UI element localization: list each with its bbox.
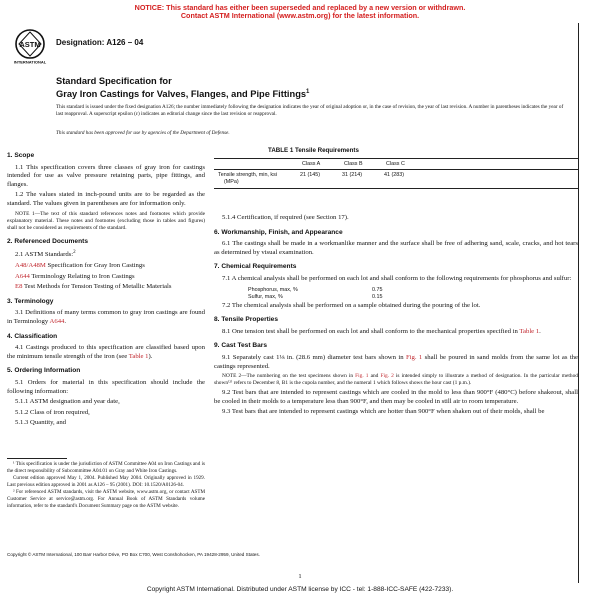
link-a644[interactable]: A644 — [49, 317, 65, 325]
para-1-2: 1.2 The values stated in inch-pound units are to be regarded as the standard. The values given in parentheses are for information only. — [7, 191, 205, 207]
para-5-1-4: 5.1.4 Certification, if required (see Section 17). — [222, 214, 349, 221]
logo-caption: INTERNATIONAL — [13, 59, 47, 65]
link-table-1[interactable]: Table 1 — [128, 352, 149, 360]
table-cell-class-c: 41 (283) — [384, 172, 405, 178]
para-5-1: 5.1 Orders for material in this specification should include the following information: — [7, 378, 205, 395]
table-row-label: Tensile strength, min, ksi — [218, 172, 278, 178]
table-1 — [214, 158, 578, 189]
phosphorus-label: Phosphorus, max, % — [248, 286, 298, 293]
section-9-heading: 9. Cast Test Bars — [214, 342, 268, 350]
table-1-title: TABLE 1 Tensile Requirements — [268, 147, 359, 154]
phosphorus-value: 0.75 — [372, 286, 383, 293]
para-7-1: 7.1 A chemical analysis shall be performed on each lot and shall conform to the following requirements for phosphorus and sulfur: — [222, 274, 572, 282]
page-number: 1 — [298, 573, 302, 580]
title-footnote-mark: 1 — [306, 89, 310, 95]
ref-e8[interactable]: E8 Test Methods for Tension Testing of Metallic Materials — [15, 283, 172, 291]
ref-a48[interactable]: A48/A48M Specification for Gray Iron Castings — [15, 261, 145, 269]
link-fig-1[interactable]: Fig. 1 — [405, 353, 423, 361]
para-5-1-2: 5.1.2 Class of iron required, — [15, 408, 90, 416]
footnote-1: ¹ This specification is under the jurisdiction of ASTM Committee A04 on Iron Castings and is the direct responsibility of Subcommittee A04.01 on Gray and White Iron Castings. — [7, 461, 205, 474]
section-8-heading: 8. Tensile Properties — [214, 316, 279, 324]
section-1-heading: 1. Scope — [7, 152, 35, 159]
para-3-1: 3.1 Definitions of many terms common to gray iron castings are found in Terminology A644. — [7, 309, 205, 325]
table-cell-class-a: 21 (145) — [300, 172, 321, 178]
notice-line-2: Contact ASTM International (www.astm.org) for the latest information. — [180, 11, 420, 21]
designation: Designation: A126 – 04 — [56, 38, 144, 47]
para-9-2: 9.2 Test bars that are intended to represent castings which are cooled in the mold to less than 900°F (480°C) before shakeout, shall be cooled in their molds to a temperature less than 900°F, and then may be cooled in still air to room temperature. — [214, 389, 578, 405]
table-cell-class-b: 31 (214) — [342, 172, 363, 178]
para-6-1: 6.1 The castings shall be made in a workmanlike manner and the surface shall be free of adhering sand, scale, cracks, and hot tears as determined by visual examination. — [214, 240, 578, 256]
para-2-1: 2.1 ASTM Standards:$^2$ — [15, 250, 76, 259]
document-title — [56, 76, 536, 100]
section-7-heading: 7. Chemical Requirements — [214, 263, 297, 271]
note-2: NOTE 2—The numbering on the test specimens shown in Fig. 1 and Fig. 2 is intended simply to illustrate a method of designation. In the particular method shown⁽²⁾ refers to December 8, B1 is the cupola number, and the numeral 1 which follows shows the hour cast (1 p.m.). — [214, 373, 578, 387]
issuance-statement: This standard is issued under the fixed designation A126; the number immediately following the designation indicates the year of original adoption or, in the case of revision, the year of last revision. A number in parentheses indicates the year of last reapproval. A superscript epsilon (ε) indicates an editorial change since the last revision or reapproval. — [56, 104, 564, 117]
table-row — [214, 170, 578, 188]
section-5-heading: 5. Ordering Information — [7, 367, 81, 375]
table-col-class-b: Class B — [344, 161, 363, 167]
svg-text:ASTM: ASTM — [19, 40, 41, 49]
para-4-1: 4.1 Castings produced to this specification are classified based upon the minimum tensile strength of the iron (see Table 1). — [7, 344, 205, 360]
page-edge-rule — [578, 23, 579, 583]
footnote-rule — [7, 458, 67, 459]
note-1: NOTE 1—The text of this standard references notes and footnotes which provide explanatory material. These notes and footnotes (excluding those in tables and figures) shall not be considered as requirements of the standard. — [7, 210, 205, 231]
table-col-class-a: Class A — [302, 161, 321, 167]
section-3-heading: 3. Terminology — [7, 297, 54, 305]
astm-logo-icon — [13, 29, 47, 65]
link-fig-1-b[interactable]: Fig. 1 — [355, 373, 369, 380]
para-9-3: 9.3 Test bars that are intended to represent castings which are hotter than 900°F when shaken out of their molds, shall be — [222, 408, 545, 416]
title-line-2: Gray Iron Castings for Valves, Flanges, and Pipe Fittings$^1$ — [56, 89, 310, 100]
title-line-1: Standard Specification for — [56, 76, 172, 86]
table-row-label-unit: (MPa) — [224, 179, 239, 185]
para-9-1: 9.1 Separately cast 1⅛ in. (28.6 mm) diameter test bars shown in Fig. 1 shall be poured in sand molds from the same lot as the castings represented. — [214, 353, 578, 370]
table-header-row — [214, 159, 578, 170]
license-line: Copyright ASTM International. Distributed under ASTM license by ICC - tel: 1-888-ICC-SAFE (422-7233). — [146, 586, 454, 593]
superseded-notice — [0, 4, 600, 21]
link-fig-2[interactable]: Fig. 2 — [380, 373, 394, 380]
dod-approval-statement: This standard has been approved for use by agencies of the Department of Defense. — [56, 130, 230, 136]
footnote-1-edition: Current edition approved May 1, 2004. Published May 2004. Originally approved in 1929. Last previous edition approved in 2001 as A126 – 95 (2001). DOI: 10.1520/A0126-04. — [7, 475, 205, 488]
para-8-1: 8.1 One tension test shall be performed on each lot and shall conform to the mechanical properties specified in Table 1. — [222, 327, 541, 335]
para-5-1-3: 5.1.3 Quantity, and — [15, 419, 67, 427]
section-2-heading: 2. Referenced Documents — [7, 237, 88, 245]
copyright-line: Copyright © ASTM International, 100 Barr Harbor Drive, PO Box C700, West Conshohocken, PA 19428-2959, United States. — [7, 552, 260, 557]
para-7-2: 7.2 The chemical analysis shall be performed on a sample obtained during the pouring of the lot. — [222, 301, 481, 309]
right-column — [214, 214, 578, 419]
footnote-2: ² For referenced ASTM standards, visit the ASTM website, www.astm.org, or contact ASTM Customer Service at service@astm.org. For Annual Book of ASTM Standards volume information, refer to the standard's Document Summary page on the ASTM website. — [7, 489, 205, 509]
para-1-1: 1.1 This specification covers three classes of gray iron for castings intended for use as valve pressure retaining parts, pipe fittings, and flanges. — [7, 163, 205, 188]
sulfur-label: Sulfur, max, % — [248, 293, 283, 300]
sulfur-value: 0.15 — [372, 293, 383, 300]
section-4-heading: 4. Classification — [7, 332, 58, 340]
footnotes — [7, 461, 205, 510]
section-6-heading: 6. Workmanship, Finish, and Appearance — [214, 228, 343, 236]
table-col-class-c: Class C — [386, 161, 405, 167]
ref-a644[interactable]: A644 Terminology Relating to Iron Castings — [15, 272, 135, 280]
chemical-requirements-list — [214, 286, 578, 302]
para-5-1-1: 5.1.1 ASTM designation and year date, — [15, 398, 120, 406]
notice-line-1: NOTICE: This standard has either been superseded and replaced by a new version or withdrawn. — [134, 3, 466, 12]
link-table-1-b[interactable]: Table 1 — [519, 327, 540, 335]
left-column — [7, 146, 205, 430]
